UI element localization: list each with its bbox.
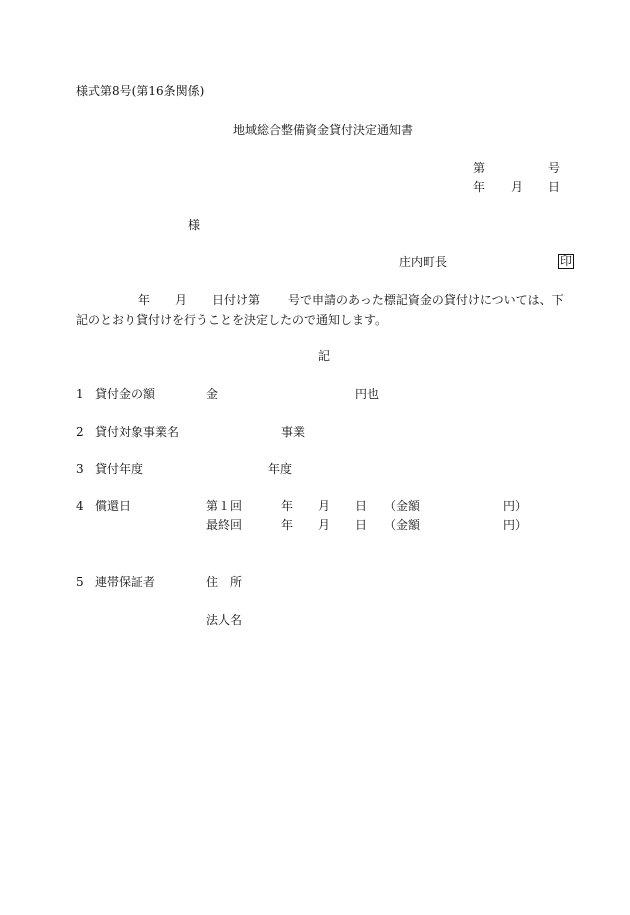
date-month: 月 [511, 180, 524, 194]
item1-label: 貸付金の額 [95, 387, 156, 401]
ref-go: 号 [548, 161, 561, 175]
seal-label: 印 [560, 254, 573, 268]
item1-kin: 金 [206, 387, 219, 401]
repayment-first-month: 月 [318, 499, 331, 513]
sender-title: 庄内町長 [399, 255, 448, 269]
item2-label: 貸付対象事業名 [95, 425, 180, 439]
repayment-first-year: 年 [281, 499, 294, 513]
item4-label: 償還日 [95, 499, 132, 513]
item3-label: 貸付年度 [95, 462, 144, 476]
repayment-final-month: 月 [318, 518, 331, 532]
ki-heading: 記 [318, 349, 331, 363]
repayment-first-amount-label: （金額 [384, 499, 421, 513]
item1-en: 円也 [355, 387, 380, 401]
recipient-sama: 様 [188, 218, 201, 232]
repayment-final-year: 年 [281, 518, 294, 532]
body-dated: 日付け第 [212, 293, 261, 307]
repayment-first-day: 日 [355, 499, 368, 513]
body-year: 年 [138, 293, 151, 307]
ref-dai: 第 [473, 161, 486, 175]
item2-suffix: 事業 [281, 425, 306, 439]
guarantor-address-label: 住 所 [206, 575, 243, 589]
repayment-first-en: 円） [503, 499, 528, 513]
date-day: 日 [548, 180, 561, 194]
repayment-first-kai: 第１回 [206, 499, 243, 513]
date-year: 年 [473, 180, 486, 194]
item3-number: 3 [76, 462, 84, 476]
item5-number: 5 [76, 575, 84, 589]
item1-number: 1 [76, 387, 84, 401]
item3-suffix: 年度 [268, 462, 293, 476]
seal-mark [558, 254, 574, 269]
repayment-final-en: 円） [503, 518, 528, 532]
repayment-final-amount-label: （金額 [384, 518, 421, 532]
item4-number: 4 [76, 499, 84, 513]
item2-number: 2 [76, 425, 84, 439]
body-month: 月 [175, 293, 188, 307]
item5-label: 連帯保証者 [95, 575, 156, 589]
form-number: 様式第8号(第16条関係) [76, 84, 205, 98]
repayment-final-day: 日 [355, 518, 368, 532]
body-line2: 記のとおり貸付けを行うことを決定したので通知します。 [76, 313, 388, 327]
guarantor-corp-label: 法人名 [206, 613, 243, 627]
document-title: 地域総合整備資金貸付決定通知書 [233, 123, 414, 137]
body-line1-rest: 号で申請のあった標記資金の貸付けについては、下 [288, 293, 564, 307]
repayment-final-kai: 最終回 [206, 518, 243, 532]
